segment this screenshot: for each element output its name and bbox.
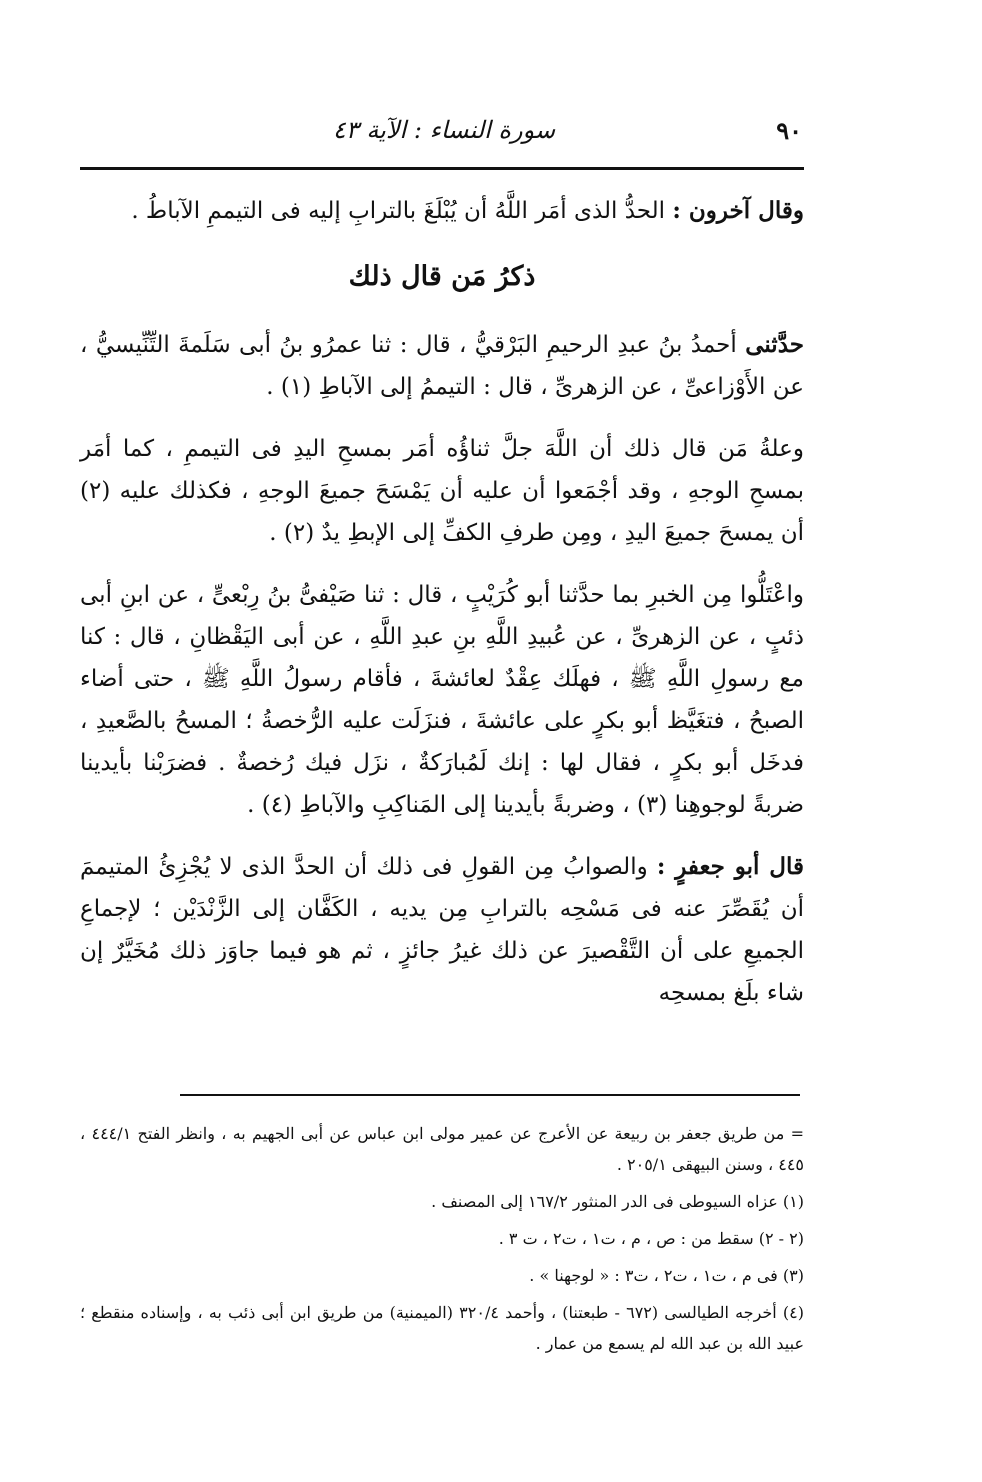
running-title: سورة النساء : الآية ٤٣ (332, 116, 556, 144)
section-title: ذكرُ مَن قال ذلك (348, 261, 536, 292)
paragraph-1 (80, 190, 804, 232)
paragraph-3: وعلةُ مَن قال ذلك أن اللَّهَ جلَّ ثناؤُه أمَر بمسحِ اليدِ فى التيممِ ، كما أمَر بمسحِ الوجهِ ، وقد أجْمَعوا أن عليه أن يَمْسَحَ جميعَ الوجهِ ، فكذلك عليه (٢) أن يمسحَ جميعَ اليدِ ، ومِن طرفِ الكفِّ إلى الإبطِ يدٌ (٢) . (80, 436, 804, 546)
paragraph-5 (80, 846, 804, 1014)
paragraph-1-text: الحدُّ الذى أمَر اللَّهُ أن يُبْلَغَ بالترابِ إليه فى التيممِ الآباطُ . (131, 198, 666, 224)
page-number: ٩٠ (776, 116, 802, 145)
paragraph-2-lead: حدَّثنى (745, 331, 804, 358)
paragraph-1-lead: وقال آخرون : (672, 197, 804, 224)
header-rule (80, 167, 804, 170)
footnote-continued: = من طريق جعفر بن ربيعة عن الأعرج عن عمير مولى ابن عباس عن أبى الجهيم به ، وانظر الفتح ٤٤٤/١ ، ٤٤٥ ، وسنن البيهقى ٢٠٥/١ . (80, 1124, 805, 1174)
footnote-rule (180, 1094, 800, 1096)
paragraph-2-text: أحمدُ بنُ عبدِ الرحيمِ البَرْقيُّ ، قال : ثنا عمرُو بنُ أبى سَلَمةَ التِّنِّيسيُّ ، عن الأَوْزاعىِّ ، عن الزهرىِّ ، قال : التيممُ إلى الآباطِ (١) . (80, 332, 804, 400)
main-text (80, 190, 804, 1034)
footnote-3: (٣) فى م ، ت١ ، ت٢ ، ت٣ : « لوجهنا » . (529, 1266, 804, 1285)
paragraph-2 (80, 324, 804, 408)
footnote-2: (٢ - ٢) سقط من : ص ، م ، ت١ ، ت٢ ، ت ٣ . (498, 1229, 804, 1248)
footnote-4: (٤) أخرجه الطيالسى (٦٧٢ - طبعتنا) ، وأحمد ٣٢٠/٤ (الميمنية) من طريق ابن أبى ذئب به ، وإسناده منقطع ؛ عبيد الله بن عبد الله لم يسمع من عمار . (80, 1303, 804, 1353)
paragraph-5-text: والصوابُ مِن القولِ فى ذلك أن الحدَّ الذى لا يُجْزِئُ المتيممَ أن يُقَصِّرَ عنه فى مَسْحِه بالترابِ مِن يديه ، الكَفَّان إلى الزَّنْدَيْن ؛ لإجماعِ الجميعِ على أن التَّقْصيرَ عن ذلك غيرُ جائزٍ ، ثم هو فيما جاوَز ذلك مُخَيَّرٌ إن شاء بلَغ بمسحِه (80, 854, 804, 1006)
footnotes (80, 1118, 804, 1365)
page-header (86, 112, 802, 160)
paragraph-4: واعْتَلُّوا مِن الخبرِ بما حدَّثنا أبو كُرَيْبٍ ، قال : ثنا صَيْفىُّ بنُ رِبْعىٍّ ، عن ابنِ أبى ذئبٍ ، عن الزهرىِّ ، عن عُبيدِ اللَّهِ بنِ عبدِ اللَّهِ ، عن أبى اليَقْظانِ ، قال : كنا مع رسولِ اللَّهِ ﷺ ، فهلَك عِقْدٌ لعائشةَ ، فأقام رسولُ اللَّهِ ﷺ ، حتى أضاء الصبحُ ، فتغَيَّظ أبو بكرٍ على عائشةَ ، فنزَلَت عليه الرُّخصةُ ؛ المسحُ بالصَّعيدِ ، فدخَل أبو بكرٍ ، فقال لها : إنك لَمُبارَكةٌ ، نزَل فيك رُخصةٌ . فضرَبْنا بأيدينا ضربةً لوجوهِنا (٣) ، وضربةً بأيدينا إلى المَناكِبِ والآباطِ (٤) . (80, 582, 804, 818)
paragraph-5-lead: قال أبو جعفرٍ : (656, 853, 805, 880)
footnote-1: (١) عزاه السيوطى فى الدر المنثور ١٦٧/٢ إلى المصنف . (431, 1192, 804, 1211)
